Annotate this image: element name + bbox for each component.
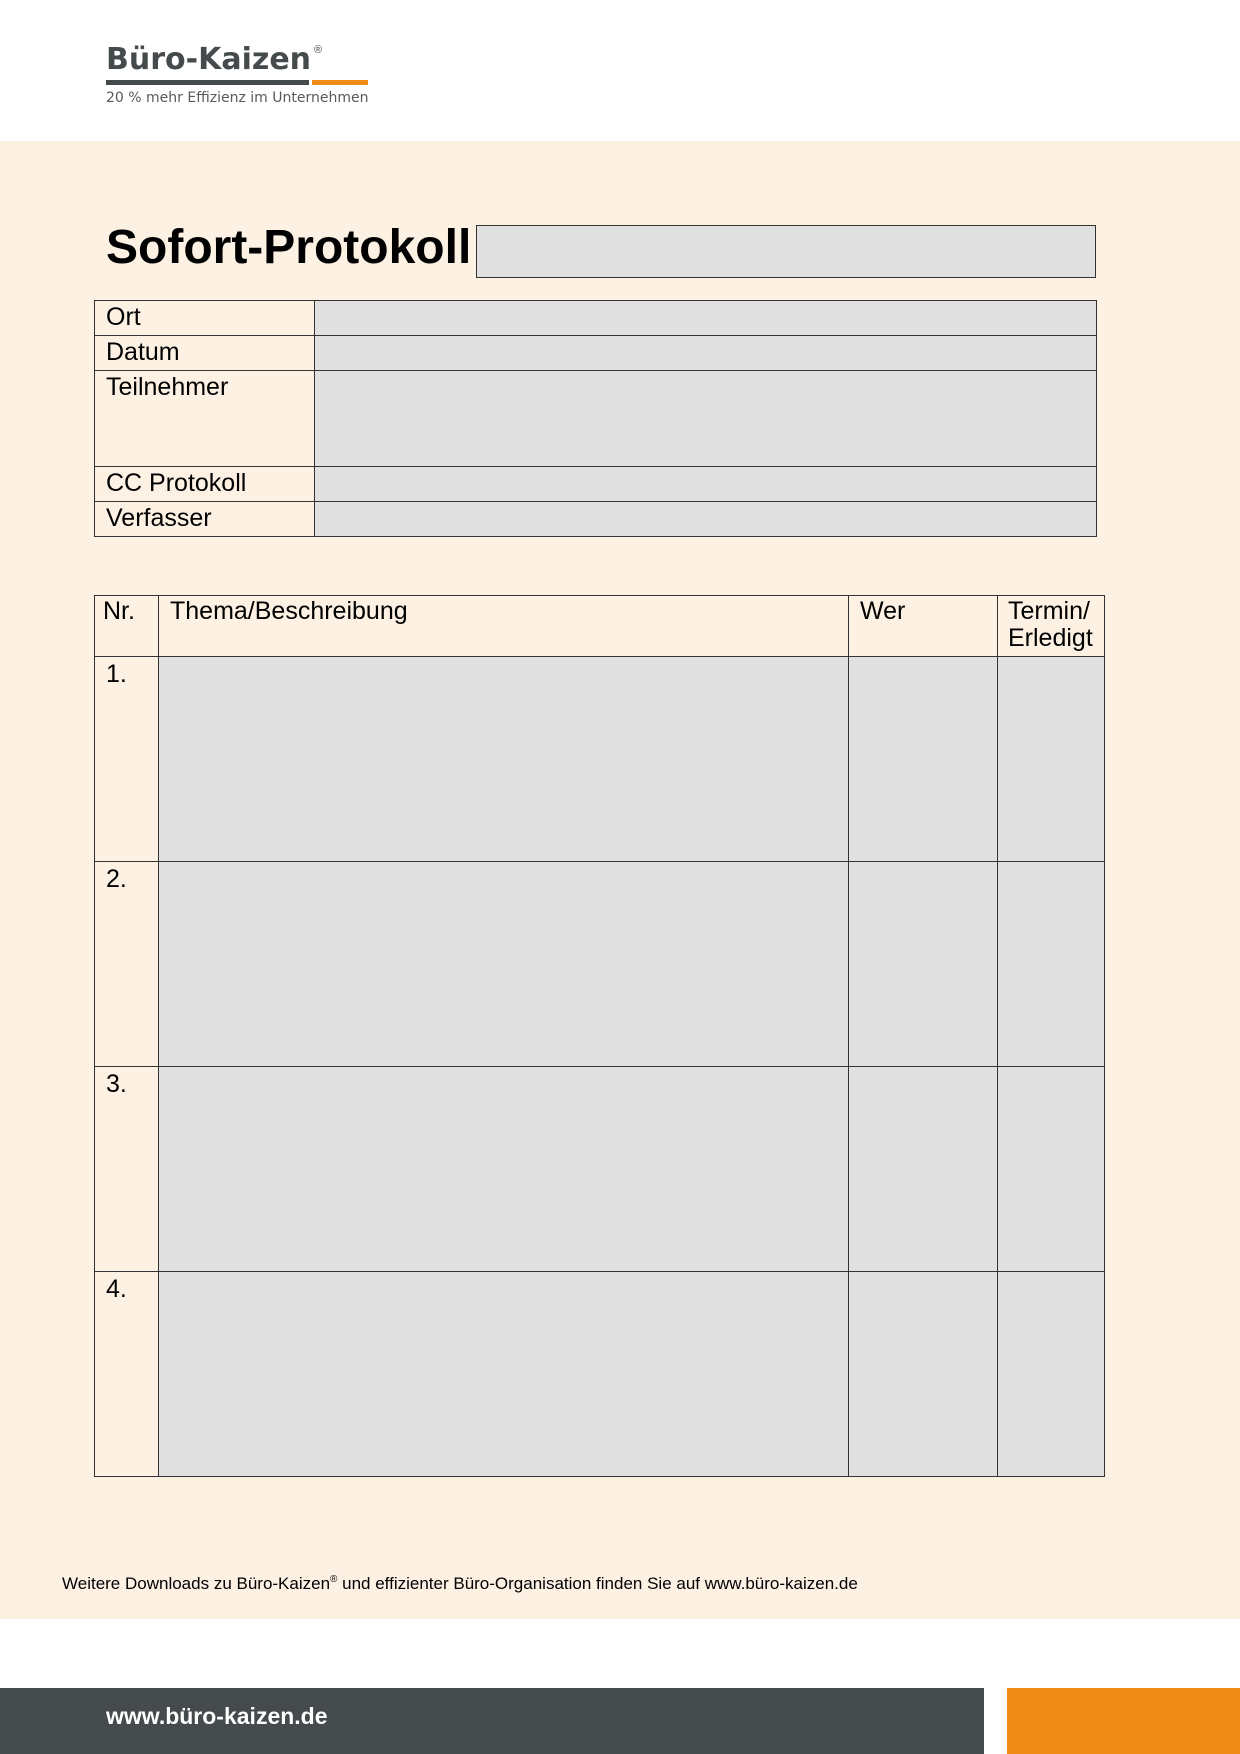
wer-field[interactable] (849, 657, 998, 862)
footer-note-registered-mark: ® (330, 1574, 338, 1585)
header-wer: Wer (849, 596, 998, 657)
logo-underline-gray (106, 80, 309, 85)
termin-field[interactable] (998, 862, 1105, 1067)
meta-field-cc-protokoll[interactable] (315, 467, 1097, 502)
thema-field[interactable] (159, 1067, 849, 1272)
meta-row-cc-protokoll (95, 467, 1097, 502)
termin-field[interactable] (998, 1067, 1105, 1272)
footer-bar-orange (1007, 1688, 1240, 1754)
meta-label-ort: Ort (95, 301, 315, 336)
row-number: 2. (95, 862, 159, 1067)
table-row (95, 862, 1105, 1067)
thema-field[interactable] (159, 1272, 849, 1477)
header-termin-line2: Erledigt (1008, 624, 1093, 652)
items-header-row (95, 596, 1105, 657)
thema-field[interactable] (159, 657, 849, 862)
meta-row-datum (95, 336, 1097, 371)
header-thema: Thema/Beschreibung (159, 596, 849, 657)
header-termin (998, 596, 1105, 657)
table-row (95, 1067, 1105, 1272)
logo-underline-orange (312, 80, 368, 85)
title-input-field[interactable] (476, 225, 1096, 278)
termin-field[interactable] (998, 657, 1105, 862)
wer-field[interactable] (849, 862, 998, 1067)
meta-field-datum[interactable] (315, 336, 1097, 371)
table-row (95, 1272, 1105, 1477)
page-title: Sofort-Protokoll (106, 221, 472, 274)
meta-label-teilnehmer: Teilnehmer (95, 371, 315, 467)
meta-label-cc-protokoll: CC Protokoll (95, 467, 315, 502)
logo-name: Büro-Kaizen (106, 42, 312, 77)
items-table (94, 595, 1105, 1477)
wer-field[interactable] (849, 1067, 998, 1272)
footer-note (62, 1574, 858, 1594)
logo-tagline: 20 % mehr Effizienz im Unternehmen (106, 90, 369, 106)
row-number: 4. (95, 1272, 159, 1477)
meta-row-ort (95, 301, 1097, 336)
meta-row-teilnehmer (95, 371, 1097, 467)
meta-row-verfasser (95, 502, 1097, 537)
meta-field-ort[interactable] (315, 301, 1097, 336)
logo-registered-mark: ® (314, 44, 323, 56)
header-nr: Nr. (95, 596, 159, 657)
meta-label-verfasser: Verfasser (95, 502, 315, 537)
wer-field[interactable] (849, 1272, 998, 1477)
meta-field-teilnehmer[interactable] (315, 371, 1097, 467)
row-number: 3. (95, 1067, 159, 1272)
footer-note-text: Weitere Downloads zu Büro-Kaizen (62, 1574, 331, 1593)
footer-url-link[interactable]: www.büro-kaizen.de (106, 1703, 328, 1729)
footer-note-link-text: und effizienter Büro-Organisation finden Sie auf www.büro-kaizen.de (337, 1574, 858, 1593)
meta-field-verfasser[interactable] (315, 502, 1097, 537)
meta-table (94, 300, 1097, 537)
termin-field[interactable] (998, 1272, 1105, 1477)
brand-logo (106, 40, 369, 120)
row-number: 1. (95, 657, 159, 862)
header-termin-line1: Termin/ (1008, 597, 1090, 625)
table-row (95, 657, 1105, 862)
meta-label-datum: Datum (95, 336, 315, 371)
thema-field[interactable] (159, 862, 849, 1067)
